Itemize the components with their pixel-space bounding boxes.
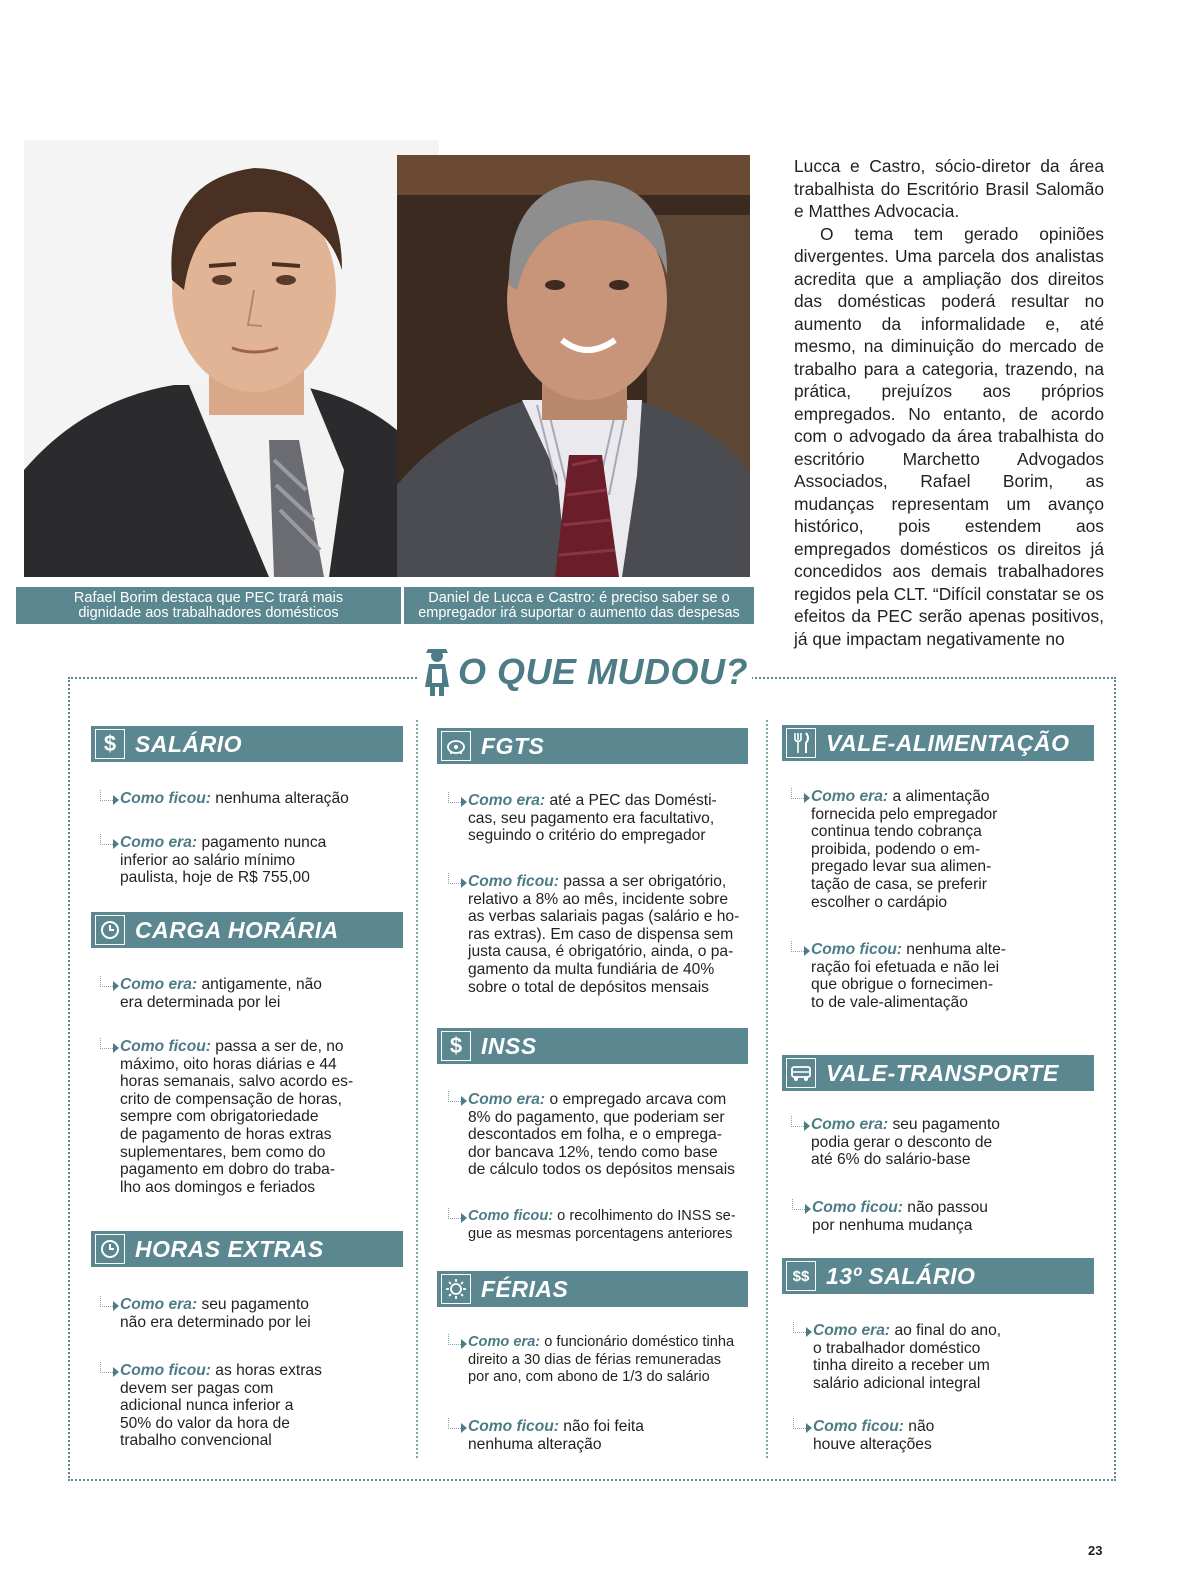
dollar-icon: $ [441,1031,471,1061]
maid-icon [422,647,452,697]
vale-transporte-como-ficou: Como ficou: não passou por nenhuma mudança [812,1199,988,1234]
fork-knife-icon [786,728,816,758]
13-salario-como-ficou: Como ficou: não houve alterações [813,1418,934,1453]
vale-alimentacao-como-era: Como era: a alimentação fornecida pelo empregador continua tendo cobrança proibida, podendo o em- pregado levar sua alimen- tação de casa, se preferir escolher o cardápio [811,788,997,911]
photo-daniel-de-lucca [397,155,750,577]
vale-transporte-como-era: Como era: seu pagamento podia gerar o desconto de até 6% do salário-base [811,1116,1000,1169]
sun-icon [441,1274,471,1304]
salario-como-era: Como era: pagamento nunca inferior ao salário mínimo paulista, hoje de R$ 755,00 [120,834,326,887]
section-ferias-header: FÉRIAS [437,1271,748,1307]
photo-caption-right: Daniel de Lucca e Castro: é preciso saber se o empregador irá suportar o aumento das despesas [404,587,754,624]
horas-como-ficou: Como ficou: as horas extras devem ser pagas com adicional nunca inferior a 50% do valor da hora de trabalho convencional [120,1362,322,1450]
vale-alimentacao-como-ficou: Como ficou: nenhuma alte- ração foi efetuada e não lei que obrigue o fornecimen- to de vale-alimentação [811,941,1006,1011]
page-number: 23 [1088,1543,1103,1558]
photo-caption-left: Rafael Borim destaca que PEC trará mais dignidade aos trabalhadores domésticos [16,587,401,624]
section-fgts-header: FGTS [437,728,748,764]
ferias-como-era: Como era: o funcionário doméstico tinha direito a 30 dias de férias remuneradas por ano, com abono de 1/3 do salário [468,1334,734,1387]
paragraph-2: O tema tem gerado opiniões divergentes. Uma parcela dos analistas acredita que a ampliação dos direitos das domésticas poderá resultar no aumento da informalidade e, até mesmo, na diminuição do mercado de trabalho para a categoria, trazendo, na prática, prejuízos aos próprios empregados. No entanto, de acordo com o advogado da área trabalhista do escritório Marchetto Advogados Associados, Rafael Borim, as mudanças representam um avanço histórico, pois estendem aos empregados domésticos os direitos já concedidos aos demais trabalhadores regidos pela CLT. “Difícil constatar se os efeitos da PEC serão apenas positivos, já que impactam negativamente no [794,223,1104,649]
inss-como-ficou: Como ficou: o recolhimento do INSS se- gue as mesmas porcentagens anteriores [468,1208,736,1243]
photo-rafael-borim [24,140,439,577]
section-inss-header: $ INSS [437,1028,748,1064]
article-body-text [794,155,1104,650]
fgts-como-ficou: Como ficou: passa a ser obrigatório, relativo a 8% ao mês, incidente sobre as verbas salariais pagas (salário e ho- ras extras). Em caso de dispensa sem justa causa, é obrigatório, ainda, o pa- gamento da multa fundiária de 40% sobre o total de depósitos mensais [468,873,739,996]
fgts-como-era: Como era: até a PEC das Domésti- cas, seu pagamento era facultativo, seguindo o critério do empregador [468,792,717,845]
section-salario-header: $ SALÁRIO [91,726,403,762]
section-horas-extras-header: HORAS EXTRAS [91,1231,403,1267]
clock-icon [95,915,125,945]
bus-icon [786,1058,816,1088]
horas-como-era: Como era: seu pagamento não era determinado por lei [120,1296,311,1331]
section-13-salario-header: $$ 13º SALÁRIO [782,1258,1094,1294]
salario-como-ficou: Como ficou: nenhuma alteração [120,790,349,808]
clock-icon [95,1234,125,1264]
dollar-icon: $ [95,729,125,759]
piggy-bank-icon [441,731,471,761]
dollars-icon: $$ [786,1261,816,1291]
infobox-title: O QUE MUDOU? [418,640,752,704]
ferias-como-ficou: Como ficou: não foi feita nenhuma alteração [468,1418,644,1453]
section-vale-alimentacao-header: VALE-ALIMENTAÇÃO [782,725,1094,761]
paragraph-1: Lucca e Castro, sócio-diretor da área trabalhista do Escritório Brasil Salomão e Matthes Advocacia. [794,156,1104,221]
inss-como-era: Como era: o empregado arcava com 8% do pagamento, que poderiam ser descontados em folha, e o emprega- dor bancava 12%, tendo como base de cálculo todos os depósitos mensais [468,1091,735,1179]
column-divider [766,720,768,1458]
carga-como-ficou: Como ficou: passa a ser de, no máximo, oito horas diárias e 44 horas semanais, salvo acordo es- crito de compensação de horas, sempre com obrigatoriedade de pagamento de horas extras suplementares, bem como do pagamento em dobro do traba- lho aos domingos e feriados [120,1038,353,1196]
section-carga-horaria-header: CARGA HORÁRIA [91,912,403,948]
13-salario-como-era: Como era: ao final do ano, o trabalhador doméstico tinha direito a receber um salário adicional integral [813,1322,1001,1392]
section-vale-transporte-header: VALE-TRANSPORTE [782,1055,1094,1091]
carga-como-era: Como era: antigamente, não era determinada por lei [120,976,322,1011]
column-divider [416,720,418,1458]
